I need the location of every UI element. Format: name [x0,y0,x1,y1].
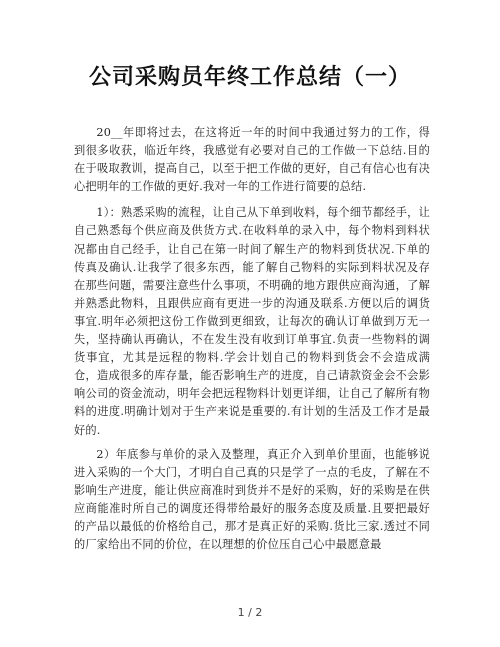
paragraph-2: 2）年底参与单价的录入及整理，真正介入到单价里面，也能够说进入采购的一个大门，才明白自己真的只是学了一点的毛皮，了解在不影响生产进度，能让供应商准时到货并不是好的采购，好的采购是在供应商能准时所自己的调度还得带给最好的服务态度及质量.且要把最好的产品以最低的价格给自己，那才是真正好的采购.货比三家.透过不同的厂家给出不同的价位，在以理想的价位压自己心中最愿意最 [74,447,430,552]
page-number: 1 / 2 [237,606,263,619]
document-body [74,124,430,560]
paragraph-1: 1）：熟悉采购的流程，让自己从下单到收料，每个细节都经手，让自己熟悉每个供应商及供货方式.在收料单的录入中，每个物料到料状况都由自己经手，让自己在第一时间了解生产的物料到货状况.下单的传真及确认.让我学了很多东西，能了解自己物料的实际到料状况及存在那些问题，需要注意些什么事项，不明确的地方跟供应商沟通，了解并熟悉此物料，且跟供应商有更进一步的沟通及联系.方便以后的调货事宜.明年必须把这份工作做到更细致，让每次的确认订单做到万无一失，坚持确认再确认，不在发生没有收到订单事宜.负责一些物料的调货事宜，尤其是远程的物料.学会计划自己的物料到货会不会造成满仓，造成很多的库存量，能否影响生产的进度，自己请款资金会不会影响公司的资金流动，明年会把远程物料计划更详细，让自己了解所有物料的进度.明确计划对于生产来说是重要的.有计划的生活及工作才是最好的. [74,206,430,437]
paragraph-intro: 20__年即将过去，在这将近一年的时间中我通过努力的工作，得到很多收获，临近年终，我感觉有必要对自己的工作做一下总结.目的在于吸取教训，提高自己，以至于把工作做的更好，自己有信心也有决心把明年的工作做的更好.我对一年的工作进行简要的总结. [74,126,430,194]
document-title: 公司采购员年终工作总结（一） [88,65,411,90]
